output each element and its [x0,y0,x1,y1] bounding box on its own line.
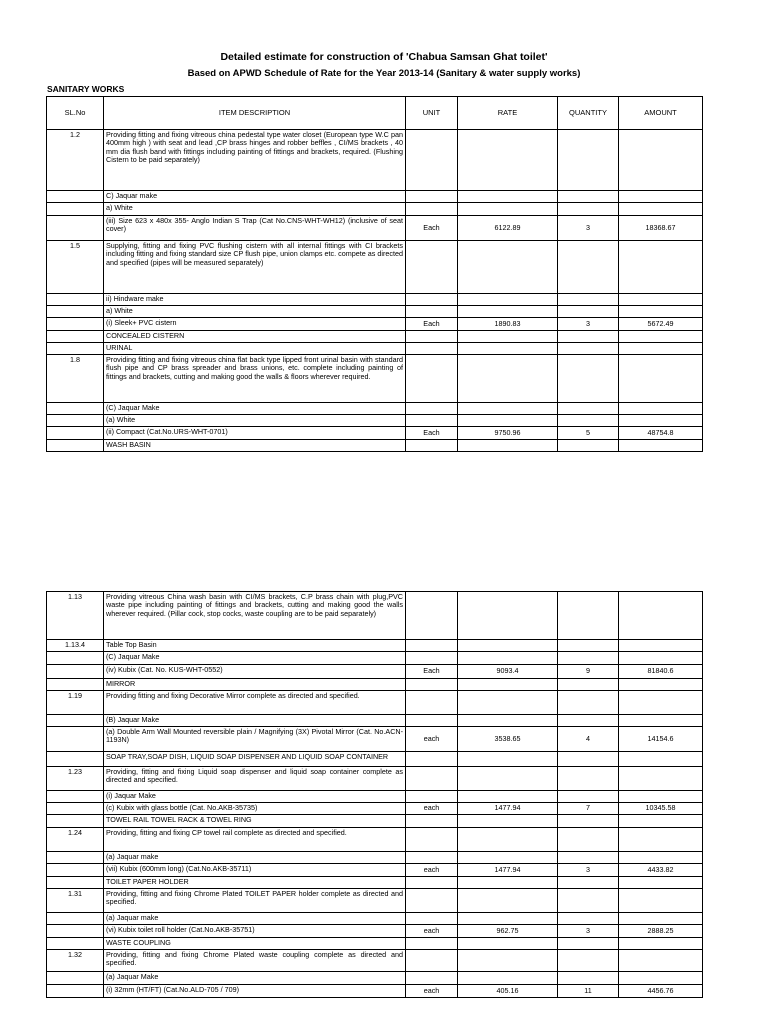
quantity-cell [558,877,619,889]
description-cell: Providing, fitting and fixing Liquid soap dispenser and liquid soap container complete as directed and specified. [104,767,406,791]
table-row [47,803,703,815]
sl-no-cell [47,877,104,889]
sl-no-cell: 1.19 [47,691,104,715]
rate-cell: 1477.94 [458,803,558,815]
table-row [47,791,703,803]
description-cell: (iv) Kubix (Cat. No. KUS-WHT-0552) [104,665,406,679]
amount-cell [619,294,703,306]
rate-cell [458,403,558,415]
sl-no-cell [47,665,104,679]
description-cell: (iii) Size 623 x 480x 355- Anglo Indian S Trap (Cat No.CNS-WHT-WH12) (inclusive of seat cover) [104,216,406,241]
table-row [47,715,703,727]
quantity-cell [558,889,619,913]
description-cell: ii) Hindware make [104,294,406,306]
quantity-cell: 3 [558,925,619,938]
rate-cell [458,679,558,691]
unit-cell [406,938,458,950]
rate-cell [458,752,558,767]
description-cell: WASH BASIN [104,440,406,452]
table-row [47,203,703,216]
table-row [47,592,703,640]
quantity-cell [558,950,619,972]
quantity-cell [558,294,619,306]
description-cell: (a) White [104,415,406,427]
amount-cell [619,715,703,727]
amount-cell [619,828,703,852]
sl-no-cell [47,752,104,767]
description-cell: (vi) Kubix toilet roll holder (Cat.No.AKB-35751) [104,925,406,938]
rate-cell [458,791,558,803]
table-row [47,665,703,679]
description-cell: (B) Jaquar Make [104,715,406,727]
table-row [47,828,703,852]
rate-cell [458,241,558,294]
description-cell: a) White [104,306,406,318]
unit-cell: each [406,985,458,998]
amount-cell [619,191,703,203]
sl-no-cell: 1.24 [47,828,104,852]
amount-cell [619,640,703,652]
unit-cell [406,355,458,403]
quantity-cell [558,715,619,727]
description-cell: Supplying, fitting and fixing PVC flushing cistern with all internal fittings with CI brackets including fitting and fixing standard size CP flush pipe, union clamps etc. compete as directed and specified (pipes will be measured separately) [104,241,406,294]
table-row [47,691,703,715]
description-cell: URINAL [104,343,406,355]
amount-cell [619,913,703,925]
quantity-cell [558,679,619,691]
sl-no-cell: 1.31 [47,889,104,913]
unit-cell [406,691,458,715]
table-row [47,241,703,294]
table-row [47,938,703,950]
sl-no-cell [47,985,104,998]
table-row [47,331,703,343]
description-cell: a) White [104,203,406,216]
table-row [47,815,703,828]
rate-cell: 9093.4 [458,665,558,679]
description-cell: WASTE COUPLING [104,938,406,950]
rate-cell [458,715,558,727]
amount-cell: 4456.76 [619,985,703,998]
unit-cell [406,203,458,216]
amount-cell [619,852,703,864]
description-cell: MIRROR [104,679,406,691]
quantity-cell: 7 [558,803,619,815]
rate-cell [458,415,558,427]
section-heading: SANITARY WORKS [47,84,125,94]
sl-no-cell [47,191,104,203]
rate-cell [458,440,558,452]
sl-no-cell [47,679,104,691]
quantity-cell: 3 [558,216,619,241]
rate-cell [458,130,558,191]
quantity-cell [558,791,619,803]
quantity-cell [558,415,619,427]
table-row [47,440,703,452]
amount-cell [619,950,703,972]
quantity-cell [558,828,619,852]
sl-no-cell [47,727,104,752]
unit-cell: Each [406,318,458,331]
quantity-cell [558,592,619,640]
unit-cell: Each [406,427,458,440]
sl-no-cell [47,852,104,864]
rate-cell [458,889,558,913]
table-row [47,767,703,791]
rate-cell [458,815,558,828]
unit-cell [406,913,458,925]
description-cell: CONCEALED CISTERN [104,331,406,343]
sl-no-cell: 1.23 [47,767,104,791]
rate-cell [458,950,558,972]
quantity-cell [558,691,619,715]
header-quantity: QUANTITY [558,97,619,130]
table-header-row [47,97,703,130]
table-row [47,727,703,752]
rate-cell [458,331,558,343]
description-cell: Providing fitting and fixing vitreous china pedestal type water closet (European type W.C pan 400mm high ) with seat and lead ,CP brass hinges and robber beffles , CI/MS brackets , 40 mm dia flush band with fittings including painting of fittings and brackets, required. (Flushing Cistern to be paid separately) [104,130,406,191]
rate-cell [458,691,558,715]
description-cell: SOAP TRAY,SOAP DISH, LIQUID SOAP DISPENSER AND LIQUID SOAP CONTAINER [104,752,406,767]
header-item-description: ITEM DESCRIPTION [104,97,406,130]
quantity-cell [558,640,619,652]
quantity-cell [558,913,619,925]
table-row [47,889,703,913]
unit-cell [406,652,458,665]
unit-cell [406,592,458,640]
quantity-cell [558,972,619,985]
table-row [47,852,703,864]
quantity-cell [558,306,619,318]
rate-cell: 1477.94 [458,864,558,877]
description-cell: TOILET PAPER HOLDER [104,877,406,889]
table-row [47,216,703,241]
description-cell: Providing vitreous China wash basin with CI/MS brackets, C.P brass chain with plug,PVC waste pipe including painting of fittings and brackets, cutting and making good the walls wherever required. (Pillar cock, stop cocks, waste coupling are to be paid separately) [104,592,406,640]
quantity-cell: 4 [558,727,619,752]
table-row [47,679,703,691]
rate-cell [458,355,558,403]
unit-cell [406,791,458,803]
amount-cell [619,877,703,889]
rate-cell: 405.16 [458,985,558,998]
description-cell: (a) Jaquar make [104,913,406,925]
description-cell: C) Jaquar make [104,191,406,203]
amount-cell: 4433.82 [619,864,703,877]
description-cell: (i) Jaquar Make [104,791,406,803]
sl-no-cell [47,715,104,727]
amount-cell: 81840.6 [619,665,703,679]
unit-cell [406,852,458,864]
unit-cell [406,752,458,767]
unit-cell [406,679,458,691]
sl-no-cell: 1.13 [47,592,104,640]
table-row [47,191,703,203]
sl-no-cell [47,652,104,665]
description-cell: (C) Jaquar Make [104,652,406,665]
amount-cell [619,130,703,191]
sl-no-cell [47,216,104,241]
rate-cell: 3538.65 [458,727,558,752]
amount-cell: 48754.8 [619,427,703,440]
description-cell: (a) Jaquar Make [104,972,406,985]
amount-cell [619,752,703,767]
description-cell: (ii) Compact (Cat.No.URS-WHT-0701) [104,427,406,440]
description-cell: Table Top Basin [104,640,406,652]
rate-cell [458,343,558,355]
unit-cell: Each [406,216,458,241]
sl-no-cell: 1.8 [47,355,104,403]
table-row [47,306,703,318]
quantity-cell [558,331,619,343]
table-row [47,950,703,972]
amount-cell [619,791,703,803]
amount-cell [619,592,703,640]
unit-cell [406,241,458,294]
sl-no-cell [47,925,104,938]
rate-cell: 962.75 [458,925,558,938]
sl-no-cell [47,815,104,828]
unit-cell [406,403,458,415]
table-row [47,403,703,415]
header-amount: AMOUNT [619,97,703,130]
quantity-cell [558,440,619,452]
unit-cell: each [406,803,458,815]
amount-cell [619,679,703,691]
unit-cell [406,306,458,318]
sl-no-cell: 1.13.4 [47,640,104,652]
amount-cell [619,331,703,343]
amount-cell: 14154.6 [619,727,703,752]
unit-cell [406,294,458,306]
rate-cell: 6122.89 [458,216,558,241]
unit-cell: each [406,727,458,752]
unit-cell [406,972,458,985]
amount-cell [619,767,703,791]
sl-no-cell: 1.32 [47,950,104,972]
rate-cell [458,913,558,925]
estimate-table-2 [46,591,703,998]
rate-cell [458,306,558,318]
rate-cell [458,652,558,665]
quantity-cell: 3 [558,864,619,877]
sl-no-cell [47,203,104,216]
header-rate: RATE [458,97,558,130]
amount-cell [619,972,703,985]
table-row [47,130,703,191]
rate-cell [458,828,558,852]
sl-no-cell [47,331,104,343]
unit-cell [406,343,458,355]
rate-cell [458,294,558,306]
table-row [47,343,703,355]
description-cell: Providing, fitting and fixing Chrome Plated waste coupling complete as directed and specified. [104,950,406,972]
amount-cell: 10345.58 [619,803,703,815]
sl-no-cell [47,306,104,318]
description-cell: (i) 32mm (HT/FT) (Cat.No.ALD-705 / 709) [104,985,406,998]
quantity-cell [558,652,619,665]
unit-cell [406,130,458,191]
table-row [47,877,703,889]
rate-cell [458,767,558,791]
sl-no-cell [47,938,104,950]
rate-cell [458,592,558,640]
quantity-cell [558,191,619,203]
table-row [47,925,703,938]
amount-cell [619,440,703,452]
table-row [47,864,703,877]
table-row [47,652,703,665]
sl-no-cell [47,294,104,306]
sl-no-cell [47,972,104,985]
rate-cell [458,852,558,864]
amount-cell [619,241,703,294]
sl-no-cell [47,427,104,440]
description-cell: Providing fitting and fixing vitreous china flat back type lipped front urinal basin with standard flush pipe and CP brass spreader and brass unions, etc. complete including painting of fittings and brackets, cutting and making good the walls & floors wherever required. [104,355,406,403]
unit-cell [406,877,458,889]
quantity-cell [558,343,619,355]
table-row [47,318,703,331]
unit-cell [406,191,458,203]
header-sl-no: SL.No [47,97,104,130]
description-cell: (a) Jaquar make [104,852,406,864]
rate-cell [458,640,558,652]
document-subtitle: Based on APWD Schedule of Rate for the Year 2013-14 (Sanitary & water supply works) [187,68,581,79]
amount-cell [619,203,703,216]
amount-cell [619,889,703,913]
sl-no-cell [47,913,104,925]
unit-cell [406,715,458,727]
rate-cell [458,938,558,950]
sl-no-cell [47,403,104,415]
table-row [47,752,703,767]
rate-cell [458,972,558,985]
quantity-cell [558,852,619,864]
amount-cell [619,691,703,715]
unit-cell [406,889,458,913]
rate-cell [458,877,558,889]
description-cell: (i) Sleek+ PVC cistern [104,318,406,331]
quantity-cell: 3 [558,318,619,331]
unit-cell [406,415,458,427]
quantity-cell [558,767,619,791]
description-cell: TOWEL RAIL TOWEL RACK & TOWEL RING [104,815,406,828]
sl-no-cell [47,343,104,355]
description-cell: (c) Kubix with glass bottle (Cat. No.AKB-35735) [104,803,406,815]
rate-cell [458,191,558,203]
estimate-table-1 [46,96,703,452]
quantity-cell: 5 [558,427,619,440]
table-row [47,427,703,440]
description-cell: (C) Jaquar Make [104,403,406,415]
quantity-cell [558,241,619,294]
table-row [47,640,703,652]
table-row [47,415,703,427]
description-cell: (a) Double Arm Wall Mounted reversible plain / Magnifying (3X) Pivotal Mirror (Cat. No.ACN-1193N) [104,727,406,752]
sl-no-cell [47,803,104,815]
table-row [47,355,703,403]
quantity-cell [558,938,619,950]
sl-no-cell [47,791,104,803]
amount-cell [619,938,703,950]
rate-cell: 9750.96 [458,427,558,440]
unit-cell [406,767,458,791]
sl-no-cell [47,864,104,877]
amount-cell [619,355,703,403]
unit-cell [406,828,458,852]
sl-no-cell [47,440,104,452]
unit-cell [406,640,458,652]
unit-cell [406,815,458,828]
table-row [47,985,703,998]
sl-no-cell [47,318,104,331]
sl-no-cell [47,415,104,427]
quantity-cell [558,403,619,415]
amount-cell [619,652,703,665]
quantity-cell: 11 [558,985,619,998]
quantity-cell [558,130,619,191]
quantity-cell [558,355,619,403]
rate-cell: 1890.83 [458,318,558,331]
description-cell: Providing, fitting and fixing Chrome Plated TOILET PAPER holder complete as directed and specified. [104,889,406,913]
rate-cell [458,203,558,216]
table-row [47,294,703,306]
document-title: Detailed estimate for construction of 'Chabua Samsan Ghat toilet' [220,51,548,63]
header-unit: UNIT [406,97,458,130]
amount-cell: 18368.67 [619,216,703,241]
quantity-cell [558,752,619,767]
quantity-cell [558,815,619,828]
sl-no-cell: 1.5 [47,241,104,294]
amount-cell: 5672.49 [619,318,703,331]
description-cell: Providing, fitting and fixing CP towel rail complete as directed and specified. [104,828,406,852]
sl-no-cell: 1.2 [47,130,104,191]
unit-cell [406,440,458,452]
unit-cell: each [406,925,458,938]
description-cell: Providing fitting and fixing Decorative Mirror complete as directed and specified. [104,691,406,715]
amount-cell: 2888.25 [619,925,703,938]
table-row [47,972,703,985]
amount-cell [619,343,703,355]
unit-cell [406,950,458,972]
amount-cell [619,306,703,318]
quantity-cell: 9 [558,665,619,679]
table-row [47,913,703,925]
quantity-cell [558,203,619,216]
amount-cell [619,815,703,828]
unit-cell [406,331,458,343]
amount-cell [619,415,703,427]
unit-cell: each [406,864,458,877]
amount-cell [619,403,703,415]
description-cell: (vii) Kubix (600mm long) (Cat.No.AKB-35711) [104,864,406,877]
unit-cell: Each [406,665,458,679]
